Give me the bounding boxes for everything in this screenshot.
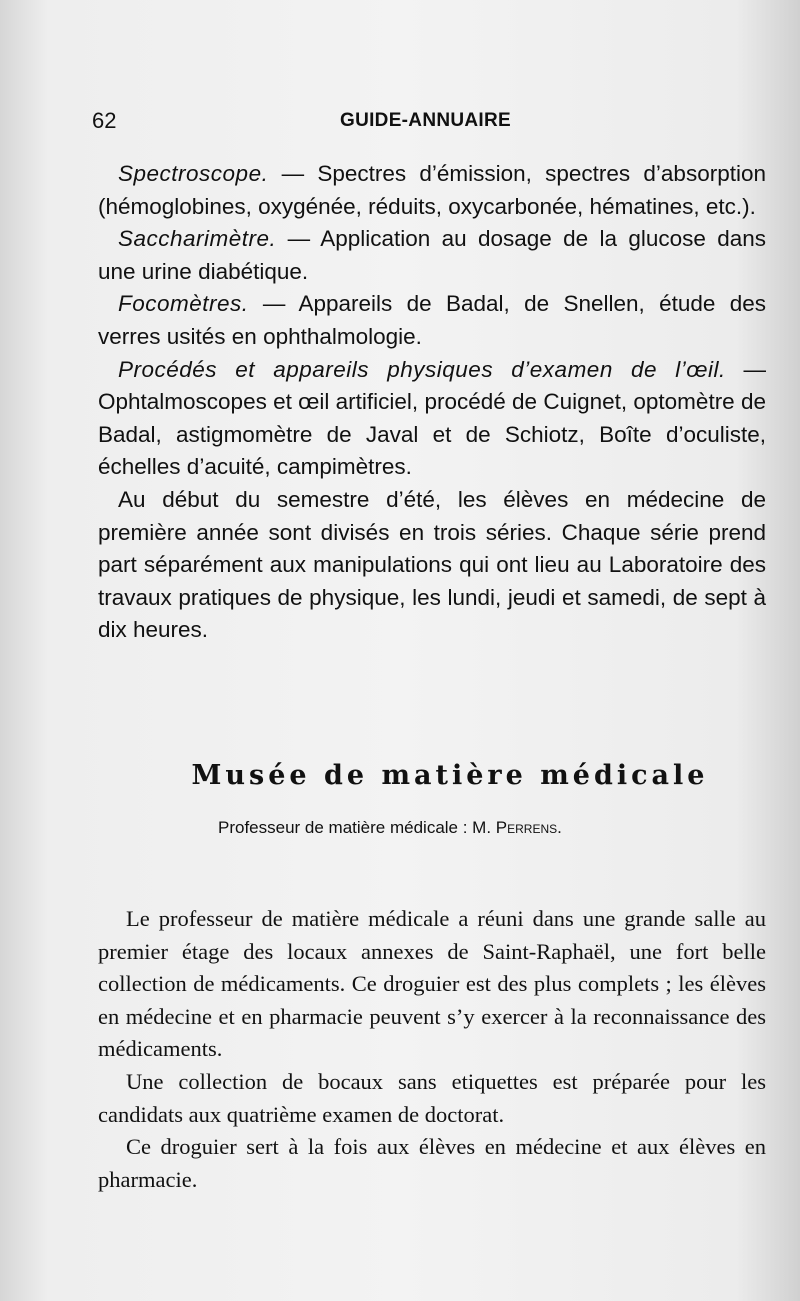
text-procedes: — Ophtalmoscopes et œil artificiel, procédé de Cuignet, optomètre de Badal, astigmomètre de Javal et de Schiotz, Boîte d’oculiste, échelles d’acuité, campimètres. [98,356,766,480]
paragraph-spectroscope [98,158,766,223]
professor-prefix: Professeur de matière médicale : M. [218,818,496,837]
text-focometres: — Appareils de Badal, de Snellen, étude des verres usités en ophthalmologie. [98,291,766,349]
paragraph-procedes [98,354,766,484]
term-focometres: Focomètres. [118,291,249,317]
term-procedes: Procédés et appareils physiques d’examen de l’œil. [118,356,726,382]
term-saccharimetre: Saccharimètre. [118,226,277,252]
paragraph-bocaux: Une collection de bocaux sans etiquettes est préparée pour les candidats aux quatrième examen de doctorat. [98,1068,766,1127]
term-spectroscope: Spectroscope. [118,161,269,186]
paragraph-droguier: Le professeur de matière médicale a réuni dans une grande salle au premier étage des locaux annexes de Saint-Raphaël, une fort belle collection de médicaments. Ce droguier est des plus complets ; les élèves en médecine et en pharmacie peuvent s’y exercer à la reconnaissance des médicaments. [98,906,766,1062]
professor-name: Perrens [495,818,558,837]
page-number: 62 [92,108,117,133]
running-head: GUIDE-ANNUAIRE [340,110,511,131]
paragraph-focometres [98,288,766,353]
section-title: Musée de matière médicale [191,760,709,791]
paragraph-saccharimetre [98,223,766,288]
professor-line [218,818,562,838]
text-spectroscope: — Spectres d’émission, spectres d’absorption (hémoglobines, oxygénée, réduits, oxycarbonée, hématines, etc.). [98,161,766,219]
page-header [92,108,764,138]
text-saccharimetre: — Application au dosage de la glucose dans une urine diabétique. [98,226,766,284]
paragraph-eleves: Ce droguier sert à la fois aux élèves en médecine et aux élèves en pharmacie. [98,1134,766,1192]
instrument-list [98,158,766,647]
museum-description [98,903,766,1196]
text-semestre: Au début du semestre d’été, les élèves en médecine de première année sont divisés en trois séries. Chaque série prend part séparément aux manipulations qui ont lieu au Laboratoire des travaux pratiques de physique, les lundi, jeudi et samedi, de sept à dix heures. [98,486,766,643]
professor-suffix: . [557,818,562,837]
paragraph-semestre [98,484,766,647]
